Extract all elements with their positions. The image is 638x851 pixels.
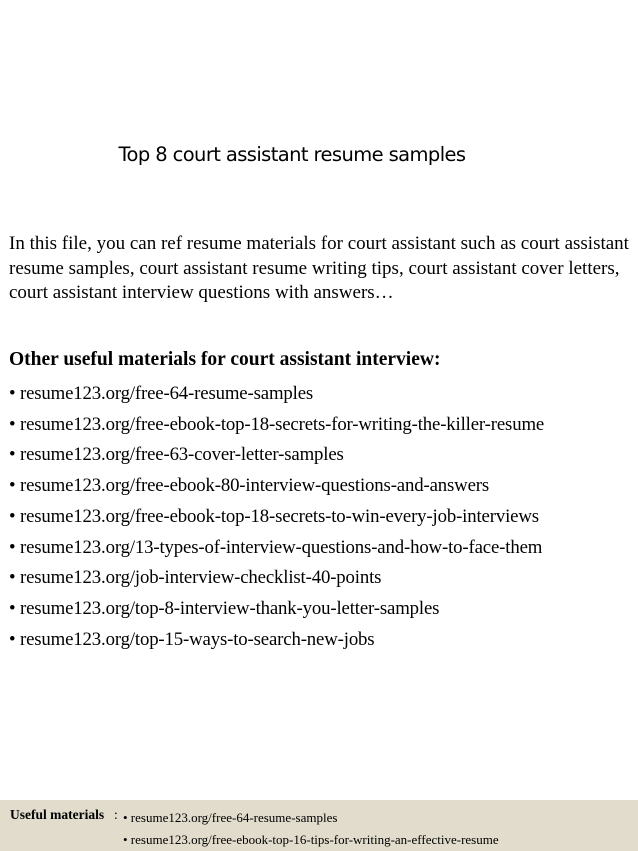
intro-paragraph: In this file, you can ref resume materials for court assistant such as court assistant resume samples, court assistant resume writing tips, court assistant cover letters, court assistant interview questions with answers… xyxy=(9,233,629,304)
materials-link-item[interactable]: • resume123.org/13-types-of-interview-questions-and-how-to-face-them xyxy=(9,536,543,558)
materials-heading: Other useful materials for court assistant interview: xyxy=(9,349,441,370)
footer-label: Useful materials xyxy=(10,807,105,822)
footer-bar xyxy=(0,800,638,851)
materials-link-item[interactable]: • resume123.org/free-63-cover-letter-samples xyxy=(9,444,344,466)
materials-link-item[interactable]: • resume123.org/top-15-ways-to-search-new-jobs xyxy=(9,628,375,650)
footer-links-list xyxy=(123,807,499,851)
materials-list xyxy=(9,379,544,655)
document-title: Top 8 court assistant resume samples xyxy=(118,143,466,166)
materials-link-item[interactable]: • resume123.org/free-ebook-top-18-secrets-for-writing-the-killer-resume xyxy=(9,413,545,435)
materials-link-item[interactable]: • resume123.org/job-interview-checklist-40-points xyxy=(9,567,382,589)
materials-link-item[interactable]: • resume123.org/free-ebook-top-18-secrets-to-win-every-job-interviews xyxy=(9,505,539,527)
materials-link-item[interactable]: • resume123.org/free-ebook-80-interview-questions-and-answers xyxy=(9,475,490,497)
footer-separator: : xyxy=(114,807,118,822)
materials-link-item[interactable]: • resume123.org/free-64-resume-samples xyxy=(9,383,314,404)
footer-link-item[interactable]: • resume123.org/free-ebook-top-16-tips-for-writing-an-effective-resume xyxy=(123,832,499,847)
materials-link-item[interactable]: • resume123.org/top-8-interview-thank-you-letter-samples xyxy=(9,597,440,619)
footer-link-item[interactable]: • resume123.org/free-64-resume-samples xyxy=(123,810,338,825)
